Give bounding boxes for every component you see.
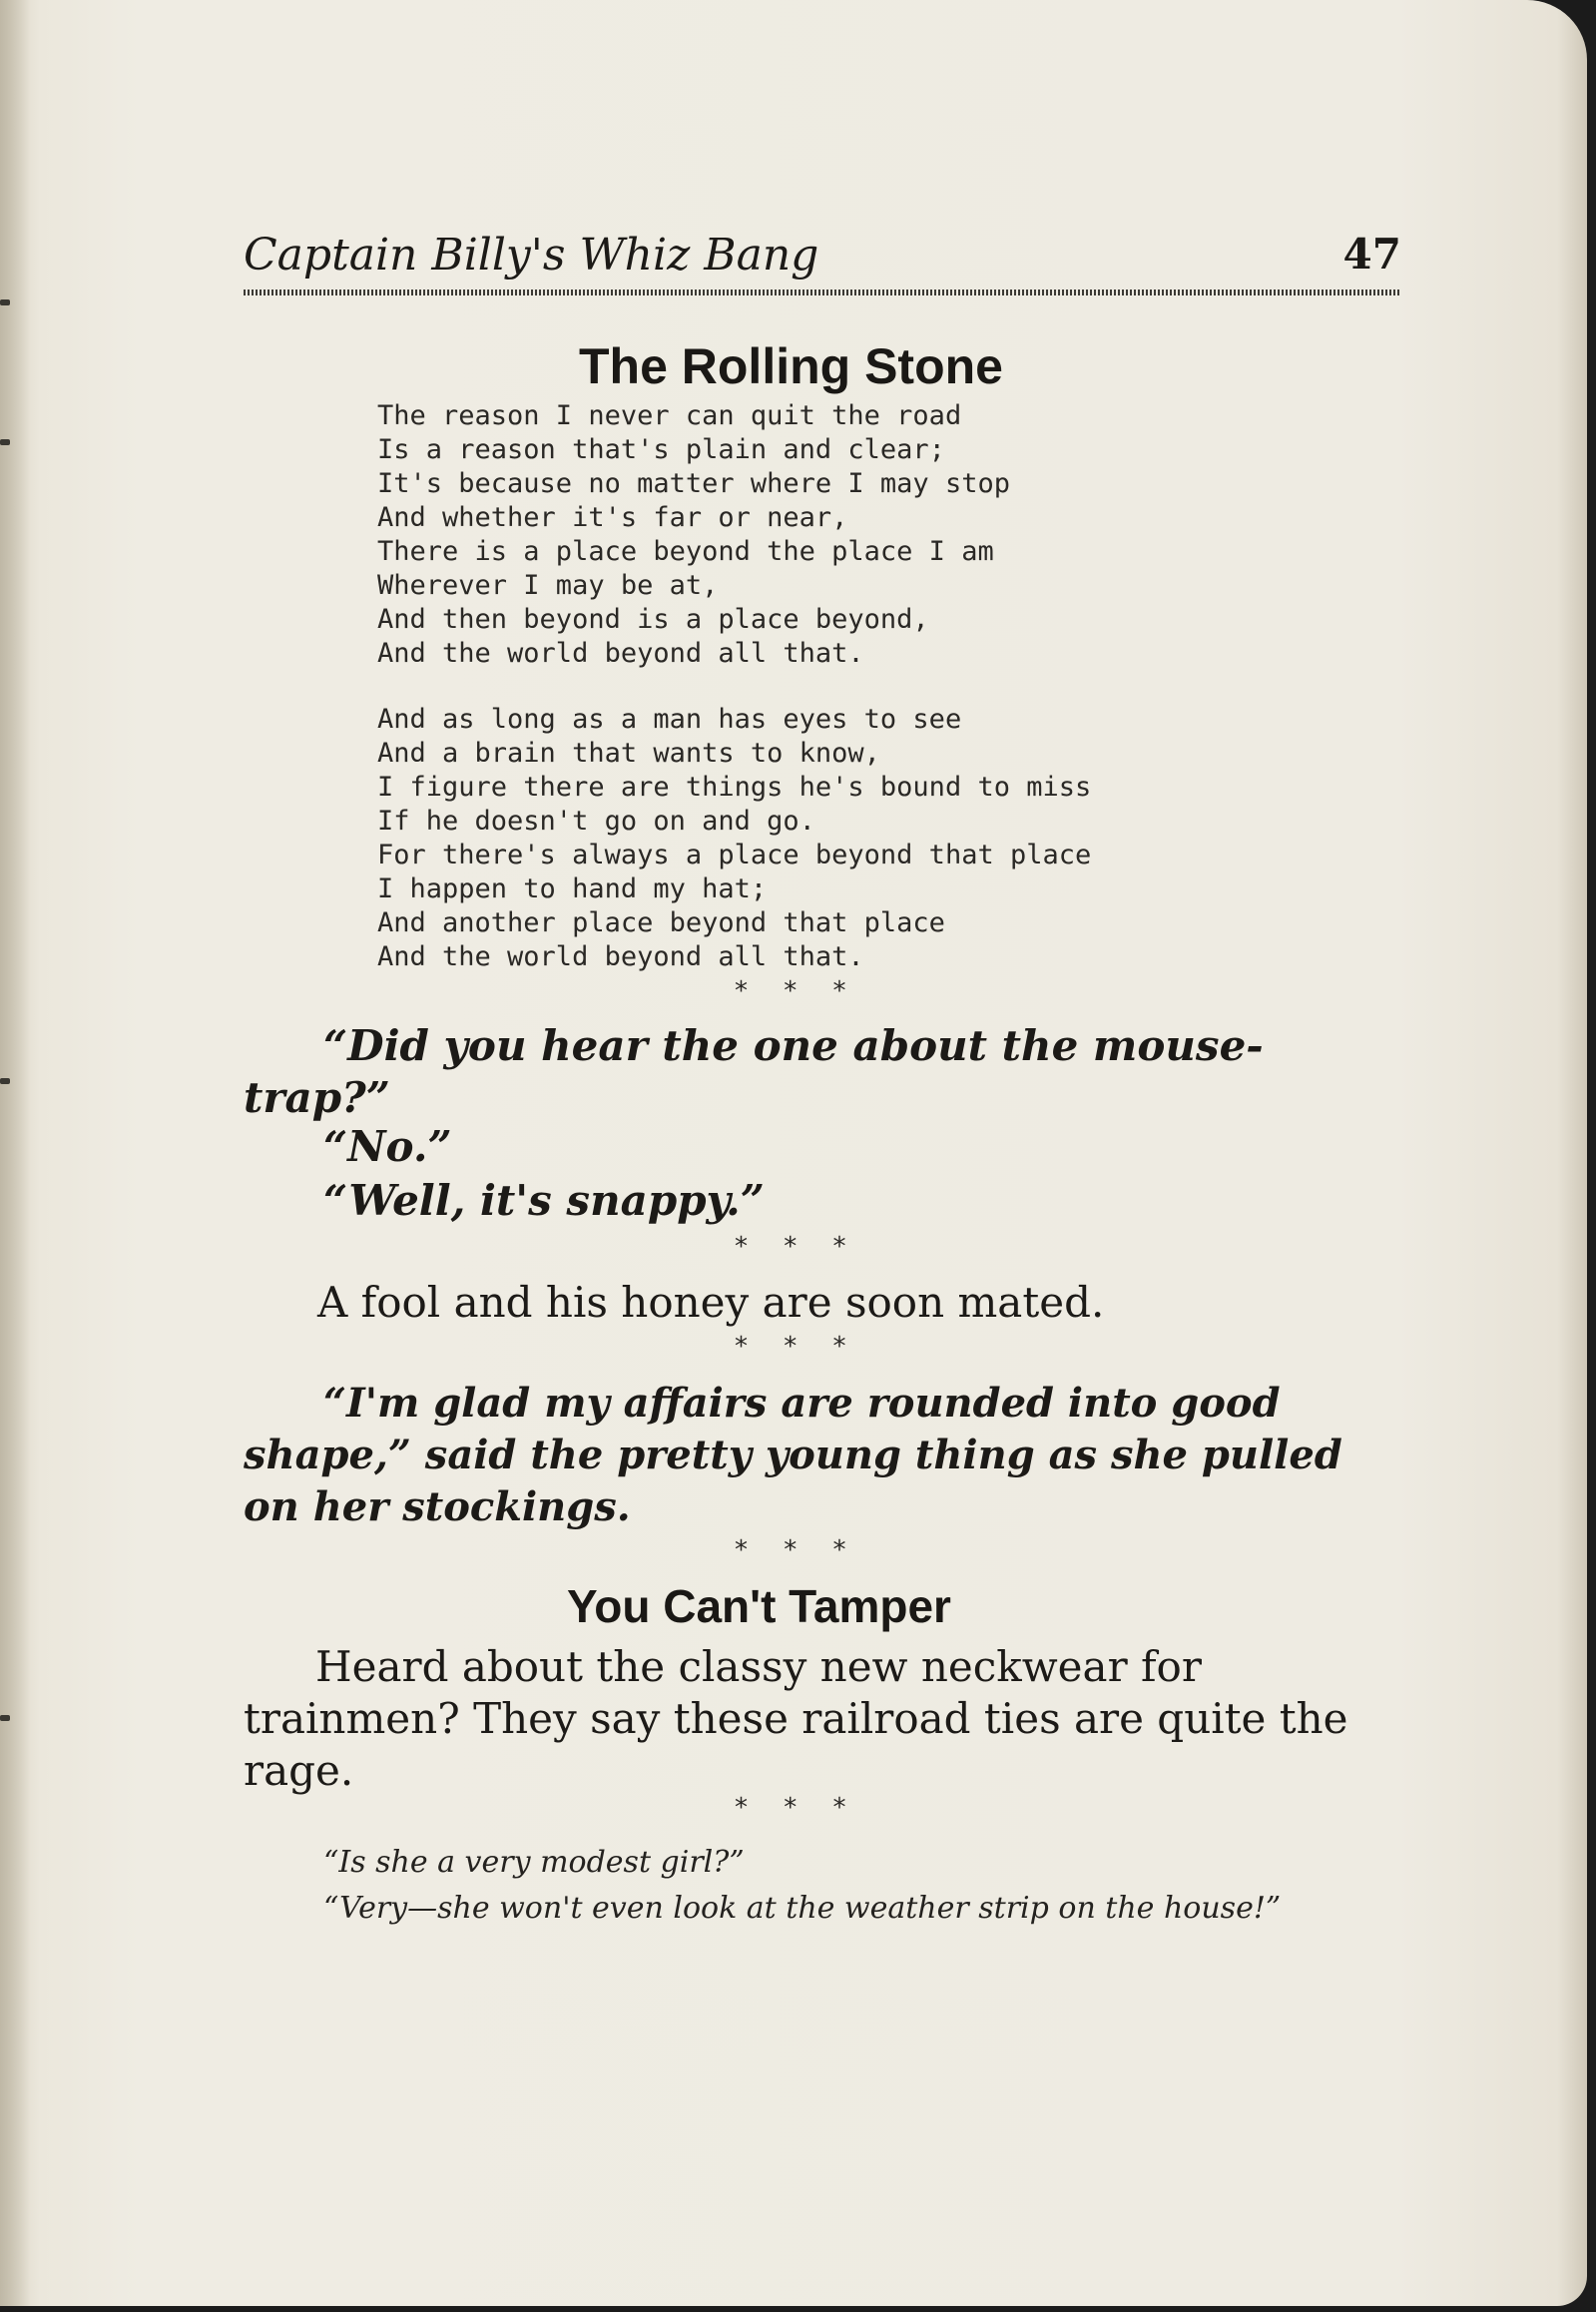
poem-line: And a brain that wants to know,	[377, 738, 880, 769]
poem-line: And whether it's far or near,	[377, 502, 848, 533]
joke-stockings: “I'm glad my affairs are rounded into good shape,” said the pretty young thing as she pulled on her stockings.	[244, 1380, 1342, 1530]
poem-line: I happen to hand my hat;	[377, 873, 768, 904]
poem-line: And as long as a man has eyes to see	[377, 704, 962, 735]
joke-modest-answer: “Very—she won't even look at the weather strip on the house!”	[323, 1891, 1282, 1926]
spine-shadow	[0, 0, 30, 2306]
separator: * * *	[735, 1793, 846, 1823]
separator: * * *	[735, 1232, 846, 1262]
binding-mark	[0, 439, 10, 445]
separator: * * *	[735, 1332, 846, 1362]
joke-fool-honey: A fool and his honey are soon mated.	[317, 1278, 1105, 1327]
poem-line: And another place beyond that place	[377, 907, 945, 938]
poem-line: The reason I never can quit the road	[377, 400, 962, 431]
binding-mark	[0, 1078, 10, 1084]
poem-stanza-2	[377, 703, 1091, 974]
poem-line: It's because no matter where I may stop	[377, 468, 1010, 499]
joke-mousetrap-punchline: “Well, it's snappy.”	[323, 1176, 765, 1225]
header-rule	[244, 289, 1401, 295]
poem-title: The Rolling Stone	[579, 338, 1003, 394]
page-number: 47	[1342, 230, 1401, 279]
poem-line: For there's always a place beyond that place	[377, 840, 1092, 870]
joke-mousetrap-answer: “No.”	[323, 1122, 452, 1171]
article-title: You Can't Tamper	[567, 1580, 951, 1632]
joke-mousetrap-question: “Did you hear the one about the mouse-trap?”	[244, 1021, 1264, 1122]
poem-line: And the world beyond all that.	[377, 638, 864, 669]
binding-mark	[0, 299, 10, 305]
poem-stanza-1	[377, 399, 1010, 671]
joke-modest-question: “Is she a very modest girl?”	[323, 1845, 745, 1880]
poem-line: Wherever I may be at,	[377, 570, 719, 601]
poem-line: Is a reason that's plain and clear;	[377, 434, 945, 465]
poem-line: And the world beyond all that.	[377, 941, 864, 972]
poem-line: There is a place beyond the place I am	[377, 536, 994, 567]
poem-line: I figure there are things he's bound to miss	[377, 772, 1092, 803]
separator: * * *	[735, 1535, 846, 1565]
poem-line: If he doesn't go on and go.	[377, 806, 815, 837]
article-body: Heard about the classy new neckwear for trainmen? They say these railroad ties are quite the rage.	[244, 1642, 1348, 1795]
binding-mark	[0, 1715, 10, 1721]
running-header	[244, 230, 1401, 289]
separator: * * *	[735, 976, 846, 1006]
poem-line: And then beyond is a place beyond,	[377, 604, 929, 635]
magazine-title: Captain Billy's Whiz Bang	[244, 230, 819, 281]
